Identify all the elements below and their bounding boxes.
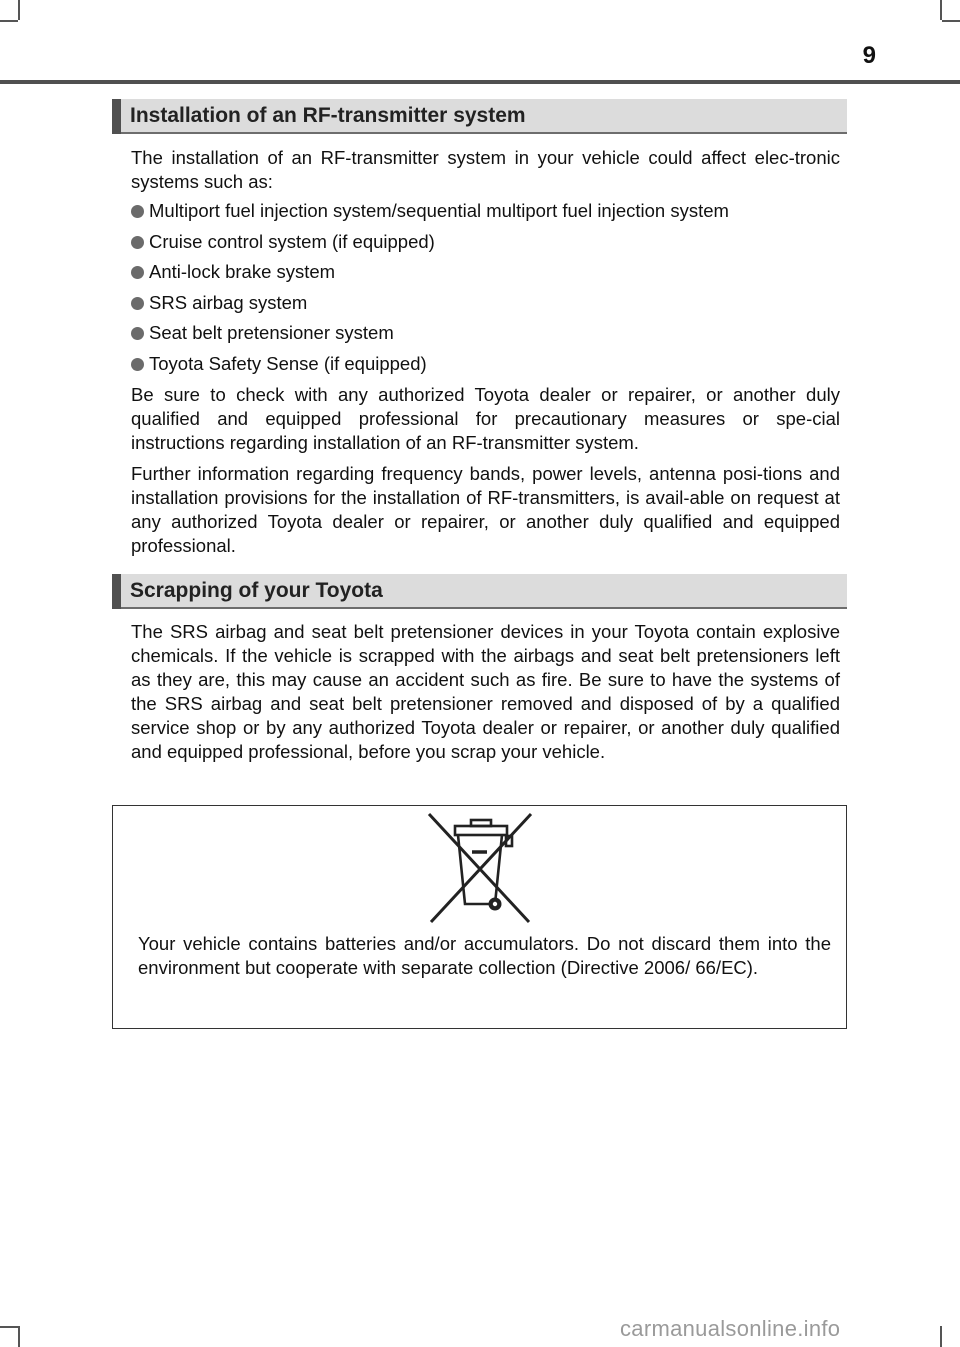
list-item bbox=[131, 321, 840, 345]
section-title: Scrapping of your Toyota bbox=[130, 579, 383, 602]
watermark-text: carmanualsonline.info bbox=[620, 1316, 841, 1341]
bullet-icon bbox=[131, 358, 144, 371]
bullet-icon bbox=[131, 266, 144, 279]
crop-mark bbox=[942, 20, 960, 22]
list-item-text: Multiport fuel injection system/sequential multiport fuel injection system bbox=[149, 200, 729, 221]
header-rule bbox=[0, 80, 960, 84]
list-item-text: Cruise control system (if equipped) bbox=[149, 231, 435, 252]
crossed-out-wheelie-bin-icon bbox=[425, 812, 535, 924]
section-heading-bar bbox=[112, 99, 121, 134]
list-item-text: Seat belt pretensioner system bbox=[149, 322, 394, 343]
crop-mark bbox=[0, 20, 18, 22]
crop-mark bbox=[18, 0, 20, 20]
battery-notice-text: Your vehicle contains batteries and/or accumulators. Do not discard them into the environment but cooperate with separate collection (Directive 2006/ 66/EC). bbox=[138, 933, 831, 978]
crop-mark bbox=[0, 1326, 18, 1328]
bullet-icon bbox=[131, 327, 144, 340]
list-item bbox=[131, 291, 840, 315]
crop-mark bbox=[940, 0, 942, 20]
list-item bbox=[131, 260, 840, 284]
list-item-text: Toyota Safety Sense (if equipped) bbox=[149, 353, 427, 374]
section-title: Installation of an RF-transmitter system bbox=[130, 104, 526, 127]
list-item bbox=[131, 230, 840, 254]
crop-mark bbox=[18, 1326, 20, 1347]
list-item bbox=[131, 352, 840, 376]
section-heading-rf bbox=[112, 99, 847, 134]
bullet-icon bbox=[131, 236, 144, 249]
page-number: 9 bbox=[862, 42, 876, 69]
section-heading-bar bbox=[112, 574, 121, 609]
list-item bbox=[131, 199, 840, 223]
scrapping-paragraph: The SRS airbag and seat belt pretensioner devices in your Toyota contain explosive chemicals. If the vehicle is scrapped with the airbags and seat belt pretensioners left as they are, this may cause an accident such as fire. Be sure to have the systems of the SRS airbag and seat belt pretensioner removed and disposed of by a qualified service shop or by any authorized Toyota dealer or repairer, or another duly qualified and equipped professional, before you scrap your vehicle. bbox=[131, 621, 840, 762]
rf-intro: The installation of an RF-transmitter system in your vehicle could affect elec-tronic systems such as: bbox=[131, 147, 840, 192]
list-item-text: Anti-lock brake system bbox=[149, 261, 336, 282]
rf-paragraph-dealer: Be sure to check with any authorized Toyota dealer or repairer, or another duly qualified and equipped professional for precautionary measures or spe-cial instructions regarding installation of an RF-transmitter system. bbox=[131, 384, 840, 453]
crop-mark bbox=[940, 1326, 942, 1347]
section-heading-scrapping bbox=[112, 574, 847, 609]
list-item-text: SRS airbag system bbox=[149, 292, 308, 313]
bullet-icon bbox=[131, 297, 144, 310]
rf-paragraph-further-info: Further information regarding frequency bands, power levels, antenna posi-tions and installation provisions for the installation of RF-transmitters, is avail-able on request at any authorized Toyota dealer or repairer, or another duly qualified and equipped professional. bbox=[131, 463, 840, 556]
bullet-icon bbox=[131, 205, 144, 218]
